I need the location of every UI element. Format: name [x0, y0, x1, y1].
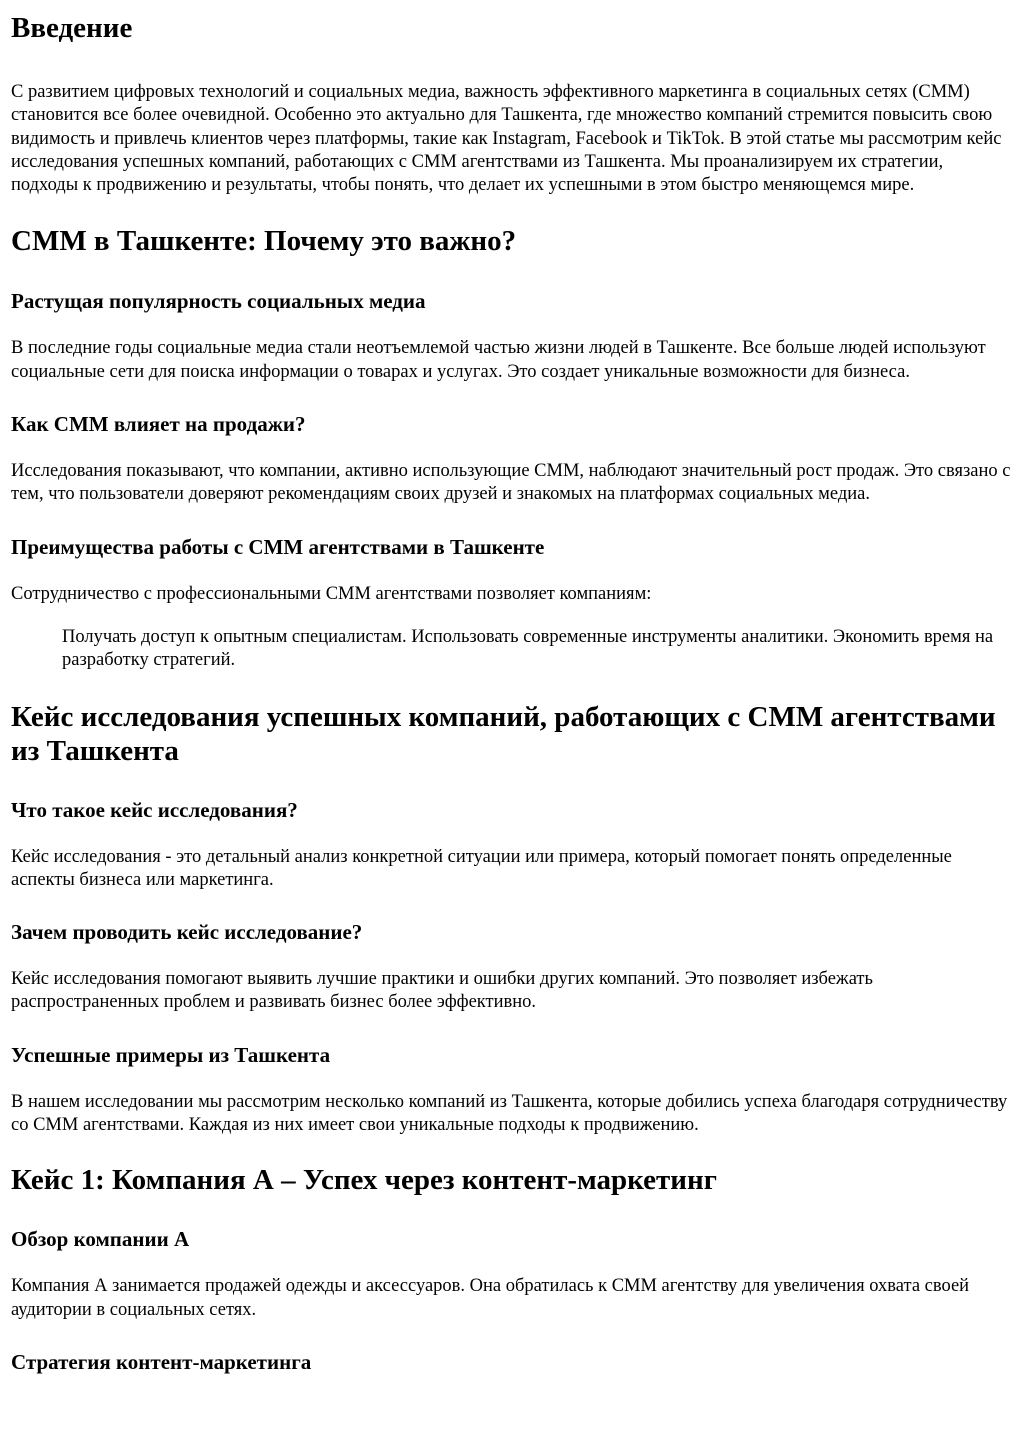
section-heading-case-1: Кейс 1: Компания А – Успех через контент-маркетинг — [11, 1164, 717, 1197]
subheading-company-a-overview: Обзор компании А — [11, 1227, 190, 1252]
subheading-what-is-case-study: Что такое кейс исследования? — [11, 797, 298, 822]
paragraph-popularity: В последние годы социальные медиа стали неотъемлемой частью жизни людей в Ташкенте. Все больше людей используют социальные сети для поиска информации о товарах и услугах. Это создает уникальные возможности для бизнеса. — [11, 338, 986, 382]
subheading-sales-impact: Как СММ влияет на продажи? — [11, 412, 306, 437]
paragraph-company-a-overview: Компания А занимается продажей одежды и аксессуаров. Она обратилась к СММ агентству для увеличения охвата своей аудитории в социальных сетях. — [11, 1276, 970, 1320]
intro-paragraph: С развитием цифровых технологий и социальных медиа, важность эффективного маркетинга в социальных сетях (СММ) становится все более очевидной. Особенно это актуально для Ташкента, где множество компаний стремится повысить свою видимость и привлечь клиентов через платформы, такие как Instagram, Facebook и TikTok. В этой статье мы рассмотрим кейс исследования успешных компаний, работающих с СММ агентствами из Ташкента. Мы проанализируем их стратегии, подходы к продвижению и результаты, чтобы понять, что делает их успешными в этом быстро меняющемся мире. — [11, 82, 1002, 196]
section-heading-introduction: Введение — [11, 12, 133, 44]
subheading-tashkent-examples: Успешные примеры из Ташкента — [11, 1042, 331, 1067]
section-heading-smm-tashkent: СММ в Ташкенте: Почему это важно? — [11, 225, 517, 258]
paragraph-tashkent-examples: В нашем исследовании мы рассмотрим несколько компаний из Ташкента, которые добились успеха благодаря сотрудничеству со СММ агентствами. Каждая из них имеет свои уникальные подходы к продвижению. — [11, 1091, 1008, 1136]
paragraph-what-is-case-study: Кейс исследования - это детальный анализ конкретной ситуации или примера, который помогает понять определенные аспекты бизнеса или маркетинга. — [11, 846, 952, 890]
section-heading-case-study: Кейс исследования успешных компаний, работающих с СММ агентствами из Ташкента — [11, 700, 996, 767]
benefits-quote: Получать доступ к опытным специалистам. Использовать современные инструменты аналитики. Экономить время на разработку стратегий. — [62, 626, 994, 671]
subheading-agency-benefits: Преимущества работы с СММ агентствами в Ташкенте — [11, 534, 545, 559]
subheading-popularity: Растущая популярность социальных медиа — [11, 289, 426, 314]
paragraph-sales-impact: Исследования показывают, что компании, активно использующие СММ, наблюдают значительный рост продаж. Это связано с тем, что пользователи доверяют рекомендациям своих друзей и знакомых на платформах социальных медиа. — [11, 461, 1011, 505]
subheading-why-case-study: Зачем проводить кейс исследование? — [11, 920, 363, 945]
paragraph-agency-benefits: Сотрудничество с профессиональными СММ агентствами позволяет компаниям: — [11, 583, 652, 604]
paragraph-why-case-study: Кейс исследования помогают выявить лучшие практики и ошибки других компаний. Это позволяет избежать распространенных проблем и развивать бизнес более эффективно. — [11, 969, 873, 1013]
subheading-content-strategy: Стратегия контент-маркетинга — [11, 1349, 312, 1374]
